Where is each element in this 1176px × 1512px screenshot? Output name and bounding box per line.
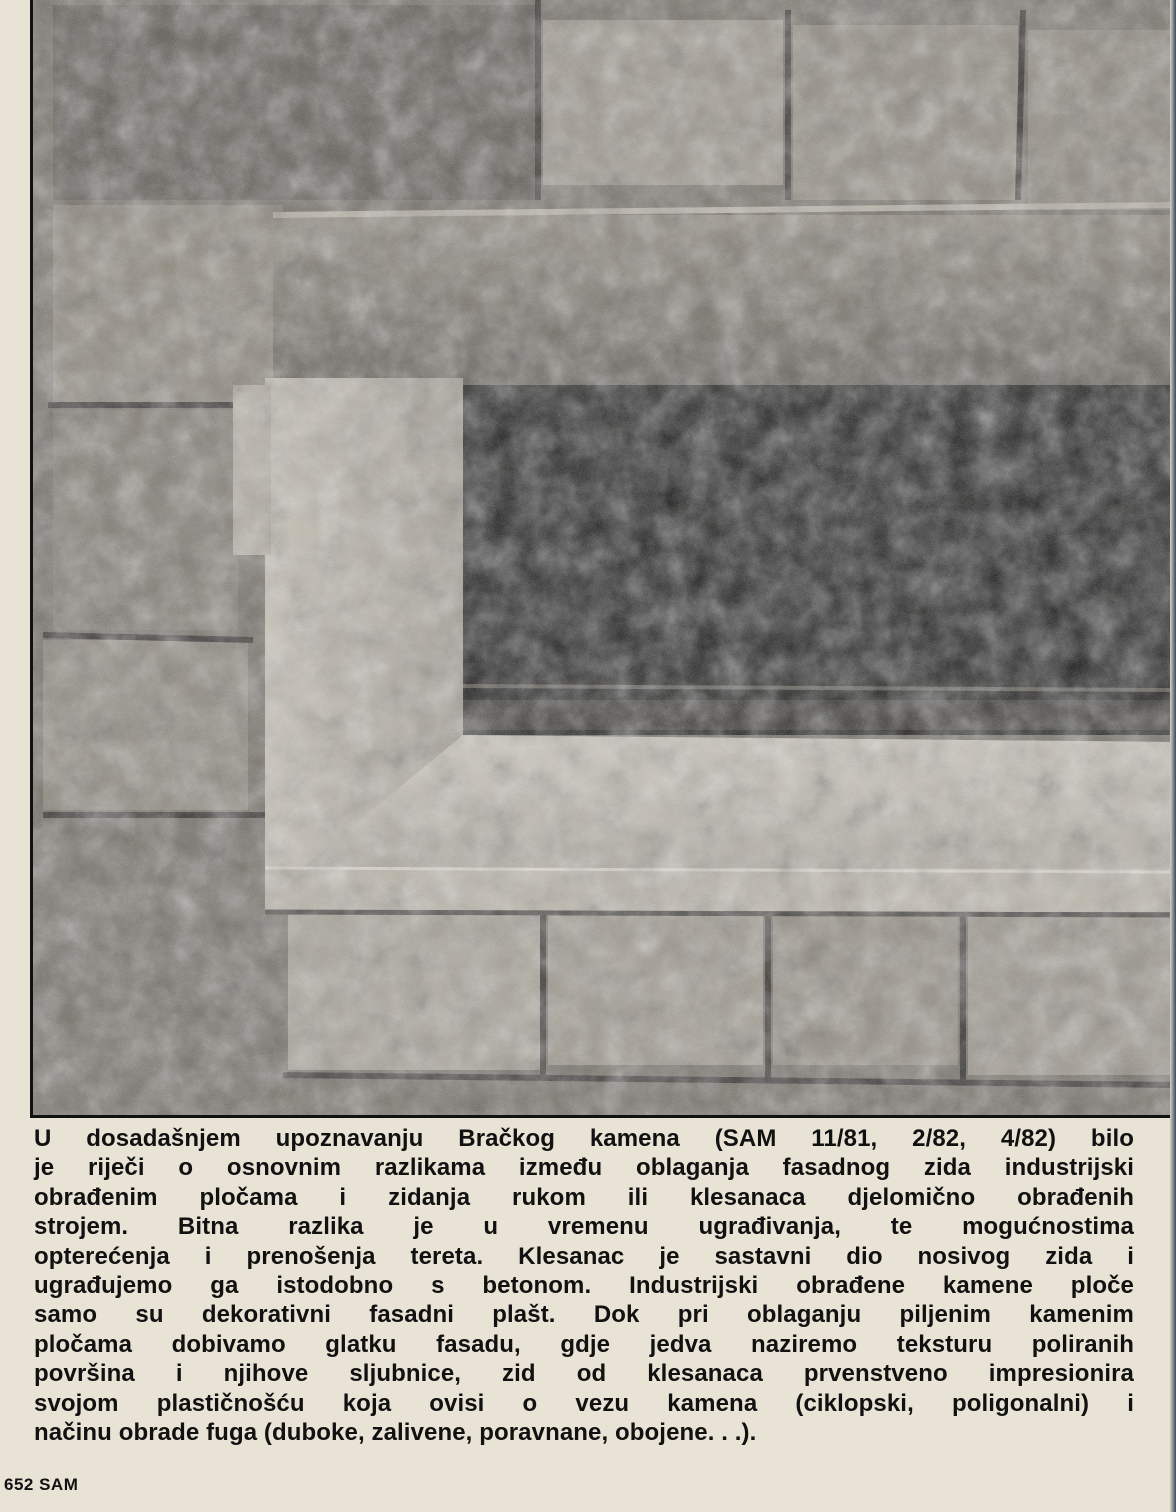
- caption-line: ugrađujemo ga istodobno s betonom. Industrijski obrađene kamene ploče: [34, 1272, 1134, 1300]
- caption-line: obrađenim pločama i zidanja rukom ili klesanaca djelomično obrađenih: [34, 1183, 1134, 1211]
- caption-line: pločama dobivamo glatku fasadu, gdje jedva naziremo teksturu poliranih: [34, 1330, 1134, 1358]
- caption-line: U dosadašnjem upoznavanju Bračkog kamena (SAM 11/81, 2/82, 4/82) bilo: [34, 1125, 1134, 1152]
- caption-line: površina i njihove sljubnice, zid od klesanaca prvenstveno impresionira: [34, 1360, 1134, 1388]
- caption-line: načinu obrade fuga (duboke, zalivene, poravnane, obojene. . .).: [34, 1419, 757, 1447]
- article-caption: [34, 1124, 1134, 1447]
- stone-wall-window-icon: [33, 0, 1176, 1115]
- caption-line: opterećenja i prenošenja tereta. Klesanac je sastavni dio nosivog zida i: [34, 1242, 1134, 1270]
- caption-line: samo su dekorativni fasadni plašt. Dok pri oblaganju piljenim kamenim: [34, 1301, 1134, 1329]
- caption-line: strojem. Bitna razlika je u vremenu ugrađivanja, te mogućnostima: [34, 1213, 1134, 1241]
- caption-line: je riječi o osnovnim razlikama između oblaganja fasadnog zida industrijski: [34, 1154, 1134, 1182]
- page-number: 652 SAM: [4, 1475, 79, 1494]
- stone-wall-photo: [30, 0, 1176, 1118]
- caption-line: svojom plastičnošću koja ovisi o vezu kamena (ciklopski, poligonalni) i: [34, 1389, 1134, 1417]
- page-edge: [1170, 0, 1176, 1512]
